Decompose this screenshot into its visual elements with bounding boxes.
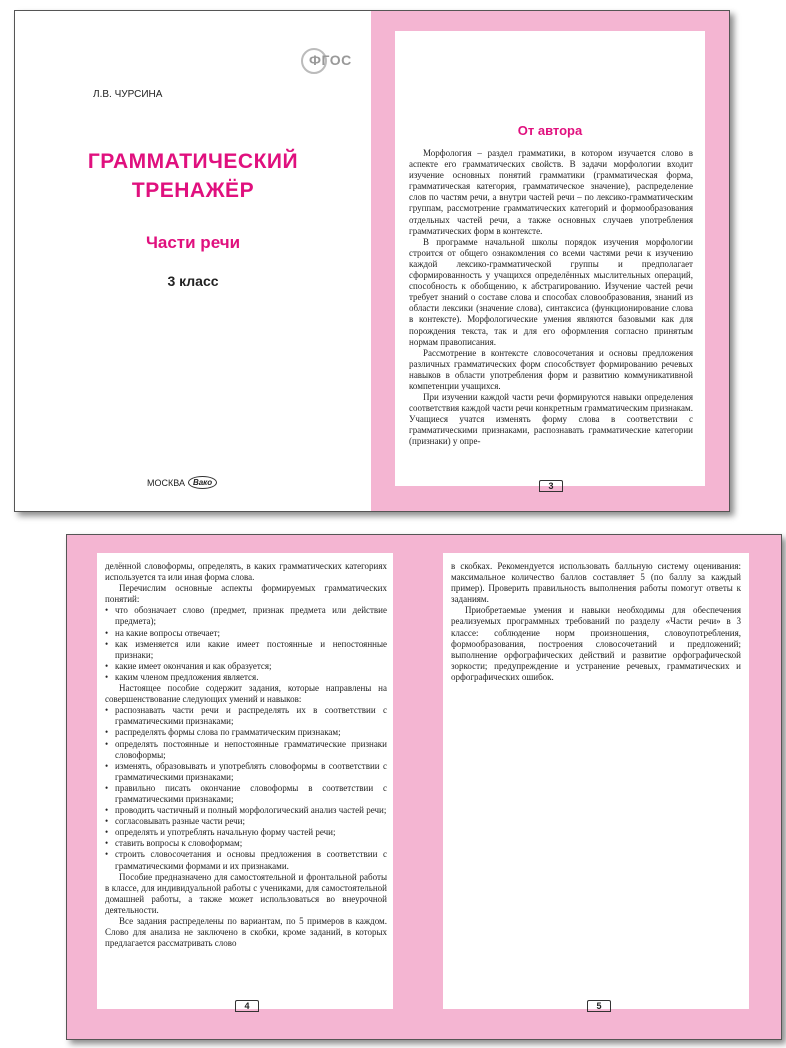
page-number-3: 3 [539,478,563,494]
grade-label: 3 класс [167,273,219,289]
title-line-1: ГРАММАТИЧЕСКИЙ [87,150,299,173]
list-item: • как изменяется или какие имеет постоянные и непостоянные признаки; [105,639,387,661]
publisher-imprint [147,476,217,489]
list-item: • что обозначает слово (предмет, признак предмета или действие предмета); [105,605,387,627]
list-item: • распределять формы слова по грамматическим признакам; [105,727,387,738]
list-item: • распознавать части речи и распределять их в соответствии с грамматическими признаками; [105,705,387,727]
list-item: • определять и употреблять начальную форму частей речи; [105,827,387,838]
book-title [15,147,371,205]
paragraph: В программе начальной школы порядок изучения морфологии строится от общего ознакомления со всеми частями речи к изучению каждой лексико-грамматической группы и предполагает сформированность у учащихся определённых мыслительных операций, способность к обобщению, к абстрагированию. Изучение частей речи требует знаний о составе слова и способах словообразования, знаний из области лексики (значение слова), синтаксиса (функционирование слова в контексте). Морфологические умения являются базовыми как для порождения текста, так и для его оформления согласно принятым нормам правописания. [409,236,693,347]
list-item: • правильно писать окончание словоформы в соответствии с грамматическими признаками; [105,783,387,805]
list-item: • каким членом предложения является. [105,672,387,683]
list-item: • какие имеет окончания и как образуется; [105,661,387,672]
page-3 [371,11,729,511]
publisher-logo-icon: Вако [188,476,217,489]
paragraph: При изучении каждой части речи формируются навыки определения соответствия каждой части речи конкретным грамматическим признакам. Учащиеся учатся изменять форму слова в соответствии с грамматическими признаками, распознавать грамматические категории (признаки) у опре- [409,392,693,447]
spread-cover-page3 [14,10,730,512]
paragraph: в скобках. Рекомендуется использовать балльную систему оценивания: максимальное количество баллов составляет 5 (по баллу за каждый пример). Проверить правильность выполнения работы помогут ответы к заданиям. [451,561,741,605]
paragraph: Пособие предназначено для самостоятельной и фронтальной работы в классе, для индивидуальной работы с учениками, для самостоятельной домашней работы, а также может использоваться во внеурочной деятельности. [105,871,387,915]
fgos-badge-icon: ФГОС [299,44,339,74]
page-3-text [409,148,693,448]
cover-page [15,11,371,511]
paragraph: Приобретаемые умения и навыки необходимы для обеспечения реализуемых программных требований по разделу «Части речи» в 3 классе: соблюдение норм произношения, словоупотребления, формообразования, построения словосочетаний и предложений; выполнение орфографических действий и развитие орфографической зоркости; предупреждение и устранение речевых, грамматических и орфографических ошибок. [451,605,741,682]
page-4-text [105,561,387,949]
list-item: • ставить вопросы к словоформам; [105,838,387,849]
section-heading: От автора [517,123,583,138]
page-5-content [443,553,749,1009]
paragraph: Настоящее пособие содержит задания, которые направлены на совершенствование следующих умений и навыков: [105,683,387,705]
page-number-5: 5 [587,998,611,1014]
paragraph: Все задания распределены по вариантам, по 5 примеров в каждом. Слово для анализа не заключено в скобки, кроме заданий, в которых предлагается рассматривать слово [105,916,387,949]
page-3-content [395,31,705,486]
paragraph: делённой словоформы, определять, в каких грамматических категориях используется та или иная форма слова. [105,561,387,583]
page-4-content [97,553,393,1009]
list-item: • определять постоянные и непостоянные грамматические признаки словоформы; [105,739,387,761]
publisher-city: МОСКВА [147,477,185,488]
page-5-text [451,561,741,683]
list-item: • изменять, образовывать и употреблять словоформы в соответствии с грамматическими признаками; [105,761,387,783]
paragraph: Морфология – раздел грамматики, в котором изучается слово в аспекте его грамматических свойств. В задачи морфологии входит изучение основных понятий грамматики (грамматическая форма, грамматическая категория, грамматическое значение), распределение слов по частям речи, а внутри частей речи – по лексико-грамматическим группам, рассмотрение грамматических категорий и формообразования отдельных частей речи, а также основных случаев употребления грамматических форм в контексте. [409,148,693,236]
page-number-4: 4 [235,998,259,1014]
paragraph: Перечислим основные аспекты формируемых грамматических понятий: [105,583,387,605]
paragraph: Рассмотрение в контексте словосочетания и основы предложения различных грамматических форм способствует формированию речевых навыков в области употребления форм и развитию коммуникативной компетенции учащихся. [409,347,693,391]
spread-page4-page5 [66,534,782,1040]
list-item: • строить словосочетания и основы предложения в соответствии с грамматическими формами и их признаками. [105,849,387,871]
book-subtitle: Части речи [145,233,241,252]
author-name: Л.В. ЧУРСИНА [93,89,163,100]
title-line-2: ТРЕНАЖЁР [131,179,255,202]
list-item: • согласовывать разные части речи; [105,816,387,827]
list-item: • проводить частичный и полный морфологический анализ частей речи; [105,805,387,816]
list-item: • на какие вопросы отвечает; [105,628,387,639]
